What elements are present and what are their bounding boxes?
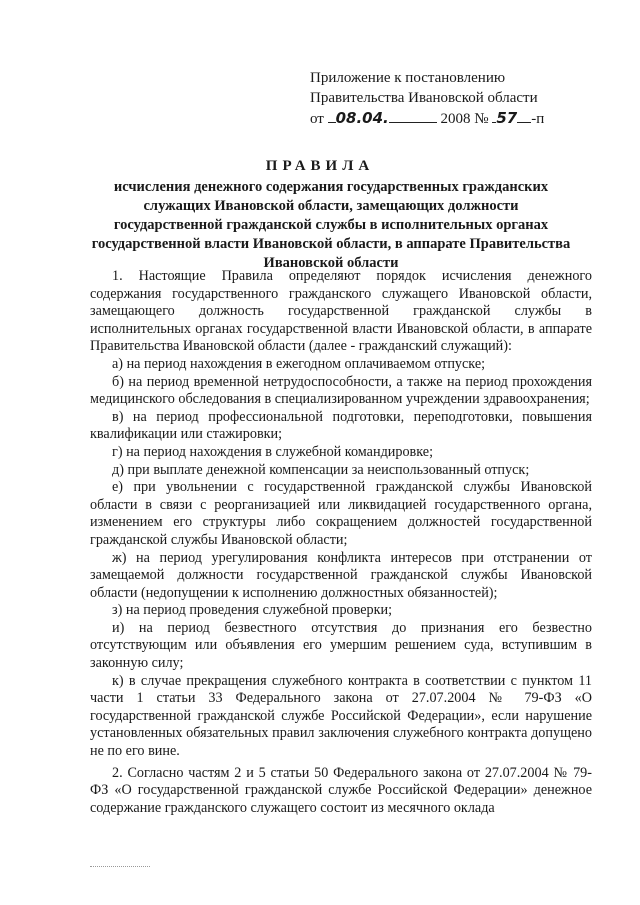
appendix-header (310, 68, 610, 129)
date-underline-left (328, 108, 336, 123)
date-year: 2008 (440, 111, 471, 127)
document-subtitle: исчисления денежного содержания государственных гражданских служащих Ивановской области, замещающих должности государственной гражданской службы в исполнительных органах государственной власти Ивановской области, в аппарате Правительства Ивановской области (91, 179, 571, 271)
number-suffix: -п (531, 111, 545, 127)
document-title: ПРАВИЛА (265, 158, 375, 174)
list-item-v: в) на период профессиональной подготовки, переподготовки, повышения квалификации или стажировки; (90, 408, 592, 443)
date-prefix: от (310, 111, 324, 127)
handwritten-number: 57 (496, 109, 518, 127)
list-item-k: к) в случае прекращения служебного контракта в соответствии с пунктом 11 части 1 статьи 33 Федерального закона от 27.07.2004 № 79-ФЗ «О государственной гражданской службе Российской Федерации», если нарушение установленных обязательных правил заключения служебного контракта допущено не по его вине. (90, 672, 592, 760)
number-underline-right (517, 108, 531, 123)
list-item-b: б) на период временной нетрудоспособности, а также на период прохождения медицинского обследования в специализированном учреждении здравоохранения; (90, 373, 592, 408)
list-item-z: з) на период проведения служебной проверки; (112, 602, 393, 619)
appendix-line-2: Правительства Ивановской области (310, 90, 538, 106)
list-item-i: и) на период безвестного отсутствия до признания его безвестно отсутствующим или объявления его умершим решением суда, вступившим в законную силу; (90, 619, 592, 672)
list-item-d: д) при выплате денежной компенсации за неиспользованный отпуск; (112, 461, 530, 478)
list-item-g: г) на период нахождения в служебной командировке; (112, 443, 434, 460)
paragraph-1: 1. Настоящие Правила определяют порядок исчисления денежного содержания государственного гражданского служащего Ивановской области, замещающего должность государственной гражданской службы в исполнительных органах государственной власти Ивановской области, в аппарате Правительства Ивановской области (далее - гражданский служащий): (90, 268, 592, 355)
number-sign: № (474, 111, 489, 127)
list-item-zh: ж) на период урегулирования конфликта интересов при отстранении от замещаемой должности государственной гражданской службы Ивановской области (недопущении к исполнению должностных обязанностей); (90, 549, 592, 601)
date-underline-right (389, 108, 437, 123)
appendix-line-1: Приложение к постановлению (310, 70, 506, 86)
appendix-date-line (310, 108, 610, 129)
handwritten-date: 08.04. (335, 109, 389, 127)
list-item-a: а) на период нахождения в ежегодном оплачиваемом отпуске; (112, 355, 486, 372)
list-item-e: е) при увольнении с государственной гражданской службы Ивановской области в связи с реорганизацией или ликвидацией государственного органа, изменением его структуры либо сокращением должностей государственной гражданской службы Ивановской области; (90, 479, 592, 548)
document-body (90, 268, 592, 817)
page-footer-mark (90, 866, 150, 867)
paragraph-2: 2. Согласно частям 2 и 5 статьи 50 Федерального закона от 27.07.2004 № 79-ФЗ «О государственной гражданской службе Российской Федерации» денежное содержание гражданского служащего состоит из месячного оклада (90, 764, 592, 816)
